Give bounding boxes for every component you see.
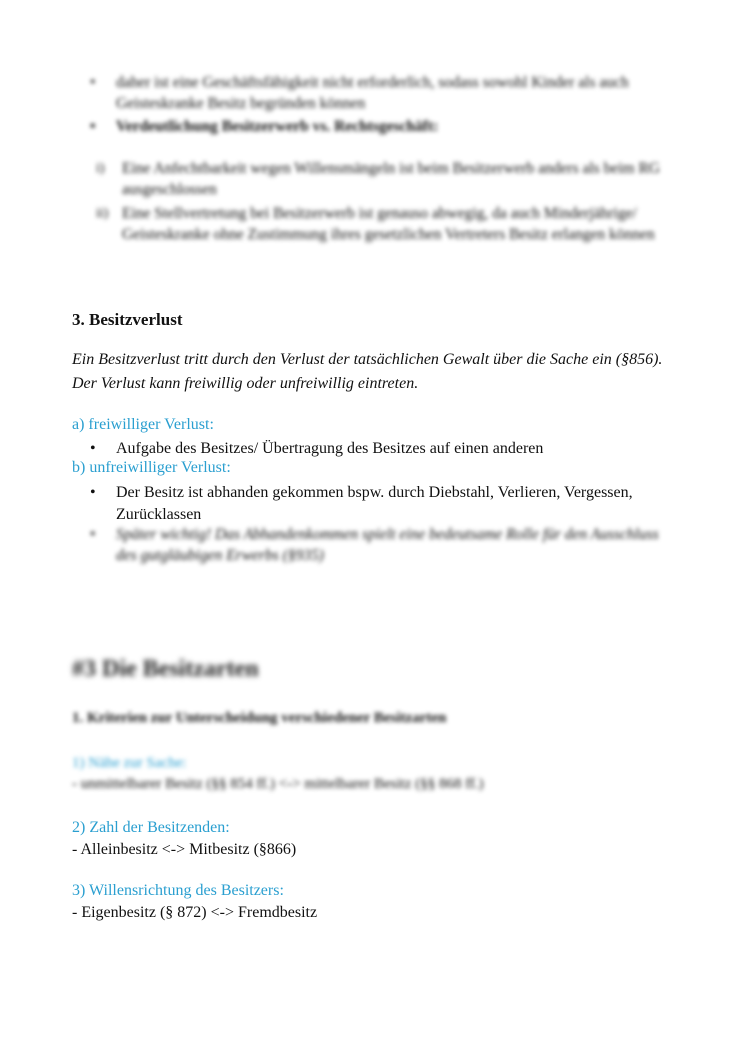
bullet-icon: • [90,74,96,91]
blurred-bullet-unfreiwillig-2 [90,524,680,566]
bullet-icon: • [90,484,96,501]
label-willensrichtung: 3) Willensrichtung des Besitzers: [72,882,284,899]
blurred-bullet-1-text: daher ist eine Geschäftsfähigkeit nicht erforderlich, sodass sowohl Kinder als auch Geisteskranke Besitz begründen können [116,74,629,112]
blurred-item-i [96,158,686,200]
intro-line-2: Der Verlust kann freiwillig oder unfreiwillig eintreten. [72,375,419,392]
blurred-section-heading: #3 Die Besitzarten [72,656,259,682]
blurred-bullet-1 [90,72,680,114]
blurred-label-naehe: 1) Nähe zur Sache: [72,755,187,771]
bullet-unfreiwillig-1-line2: Zurücklassen [116,506,202,523]
bullet-icon: • [90,526,96,543]
item-marker: i) [96,161,105,176]
bullet-unfreiwillig-1 [90,482,690,526]
blurred-line-naehe: - unmittelbarer Besitz (§§ 854 ff.) <-> mittelbarer Besitz (§§ 868 ff.) [72,776,484,792]
bullet-unfreiwillig-1-line1: Der Besitz ist abhanden gekommen bspw. durch Diebstahl, Verlieren, Vergessen, [116,484,633,501]
line-alleinbesitz: - Alleinbesitz <-> Mitbesitz (§866) [72,841,297,858]
blurred-item-ii [96,203,686,245]
blurred-item-i-text: Eine Anfechtbarkeit wegen Willensmängeln ist beim Besitzerwerb anders als beim RG ausgeschlossen [122,160,660,198]
label-zahl-besitzenden: 2) Zahl der Besitzenden: [72,819,230,836]
bullet-freiwillig-text: Aufgabe des Besitzes/ Übertragung des Besitzes auf einen anderen [116,440,544,457]
bullet-icon: • [90,118,96,135]
blurred-sub-heading: 1. Kriterien zur Unterscheidung verschiedener Besitzarten [72,710,447,726]
bullet-freiwillig [90,438,690,459]
blurred-bullet-2 [90,116,680,137]
intro-line-1: Ein Besitzverlust tritt durch den Verlust der tatsächlichen Gewalt über die Sache ein (§856). [72,351,663,368]
label-freiwilliger-verlust: a) freiwilliger Verlust: [72,416,214,433]
section-heading: 3. Besitzverlust [72,310,183,329]
blurred-bullet-2-text: Verdeutlichung Besitzerwerb vs. Rechtsgeschäft: [116,118,439,135]
blurred-bullet-unfreiwillig-2-text: Später wichtig! Das Abhandenkommen spielt eine bedeutsame Rolle für den Ausschluss des gutgläubigen Erwerbs (§935) [116,526,659,564]
item-marker: ii) [96,206,109,221]
bullet-unfreiwillig-1-text [116,482,690,526]
label-unfreiwilliger-verlust: b) unfreiwilliger Verlust: [72,459,231,476]
line-eigenbesitz: - Eigenbesitz (§ 872) <-> Fremdbesitz [72,904,318,921]
bullet-icon: • [90,440,96,457]
blurred-item-ii-text: Eine Stellvertretung bei Besitzerwerb ist genauso abwegig, da auch Minderjährige/ Geisteskranke ohne Zustimmung ihres gesetzlichen Vertreters Besitz erlangen können [122,205,655,243]
section-intro [72,348,682,396]
